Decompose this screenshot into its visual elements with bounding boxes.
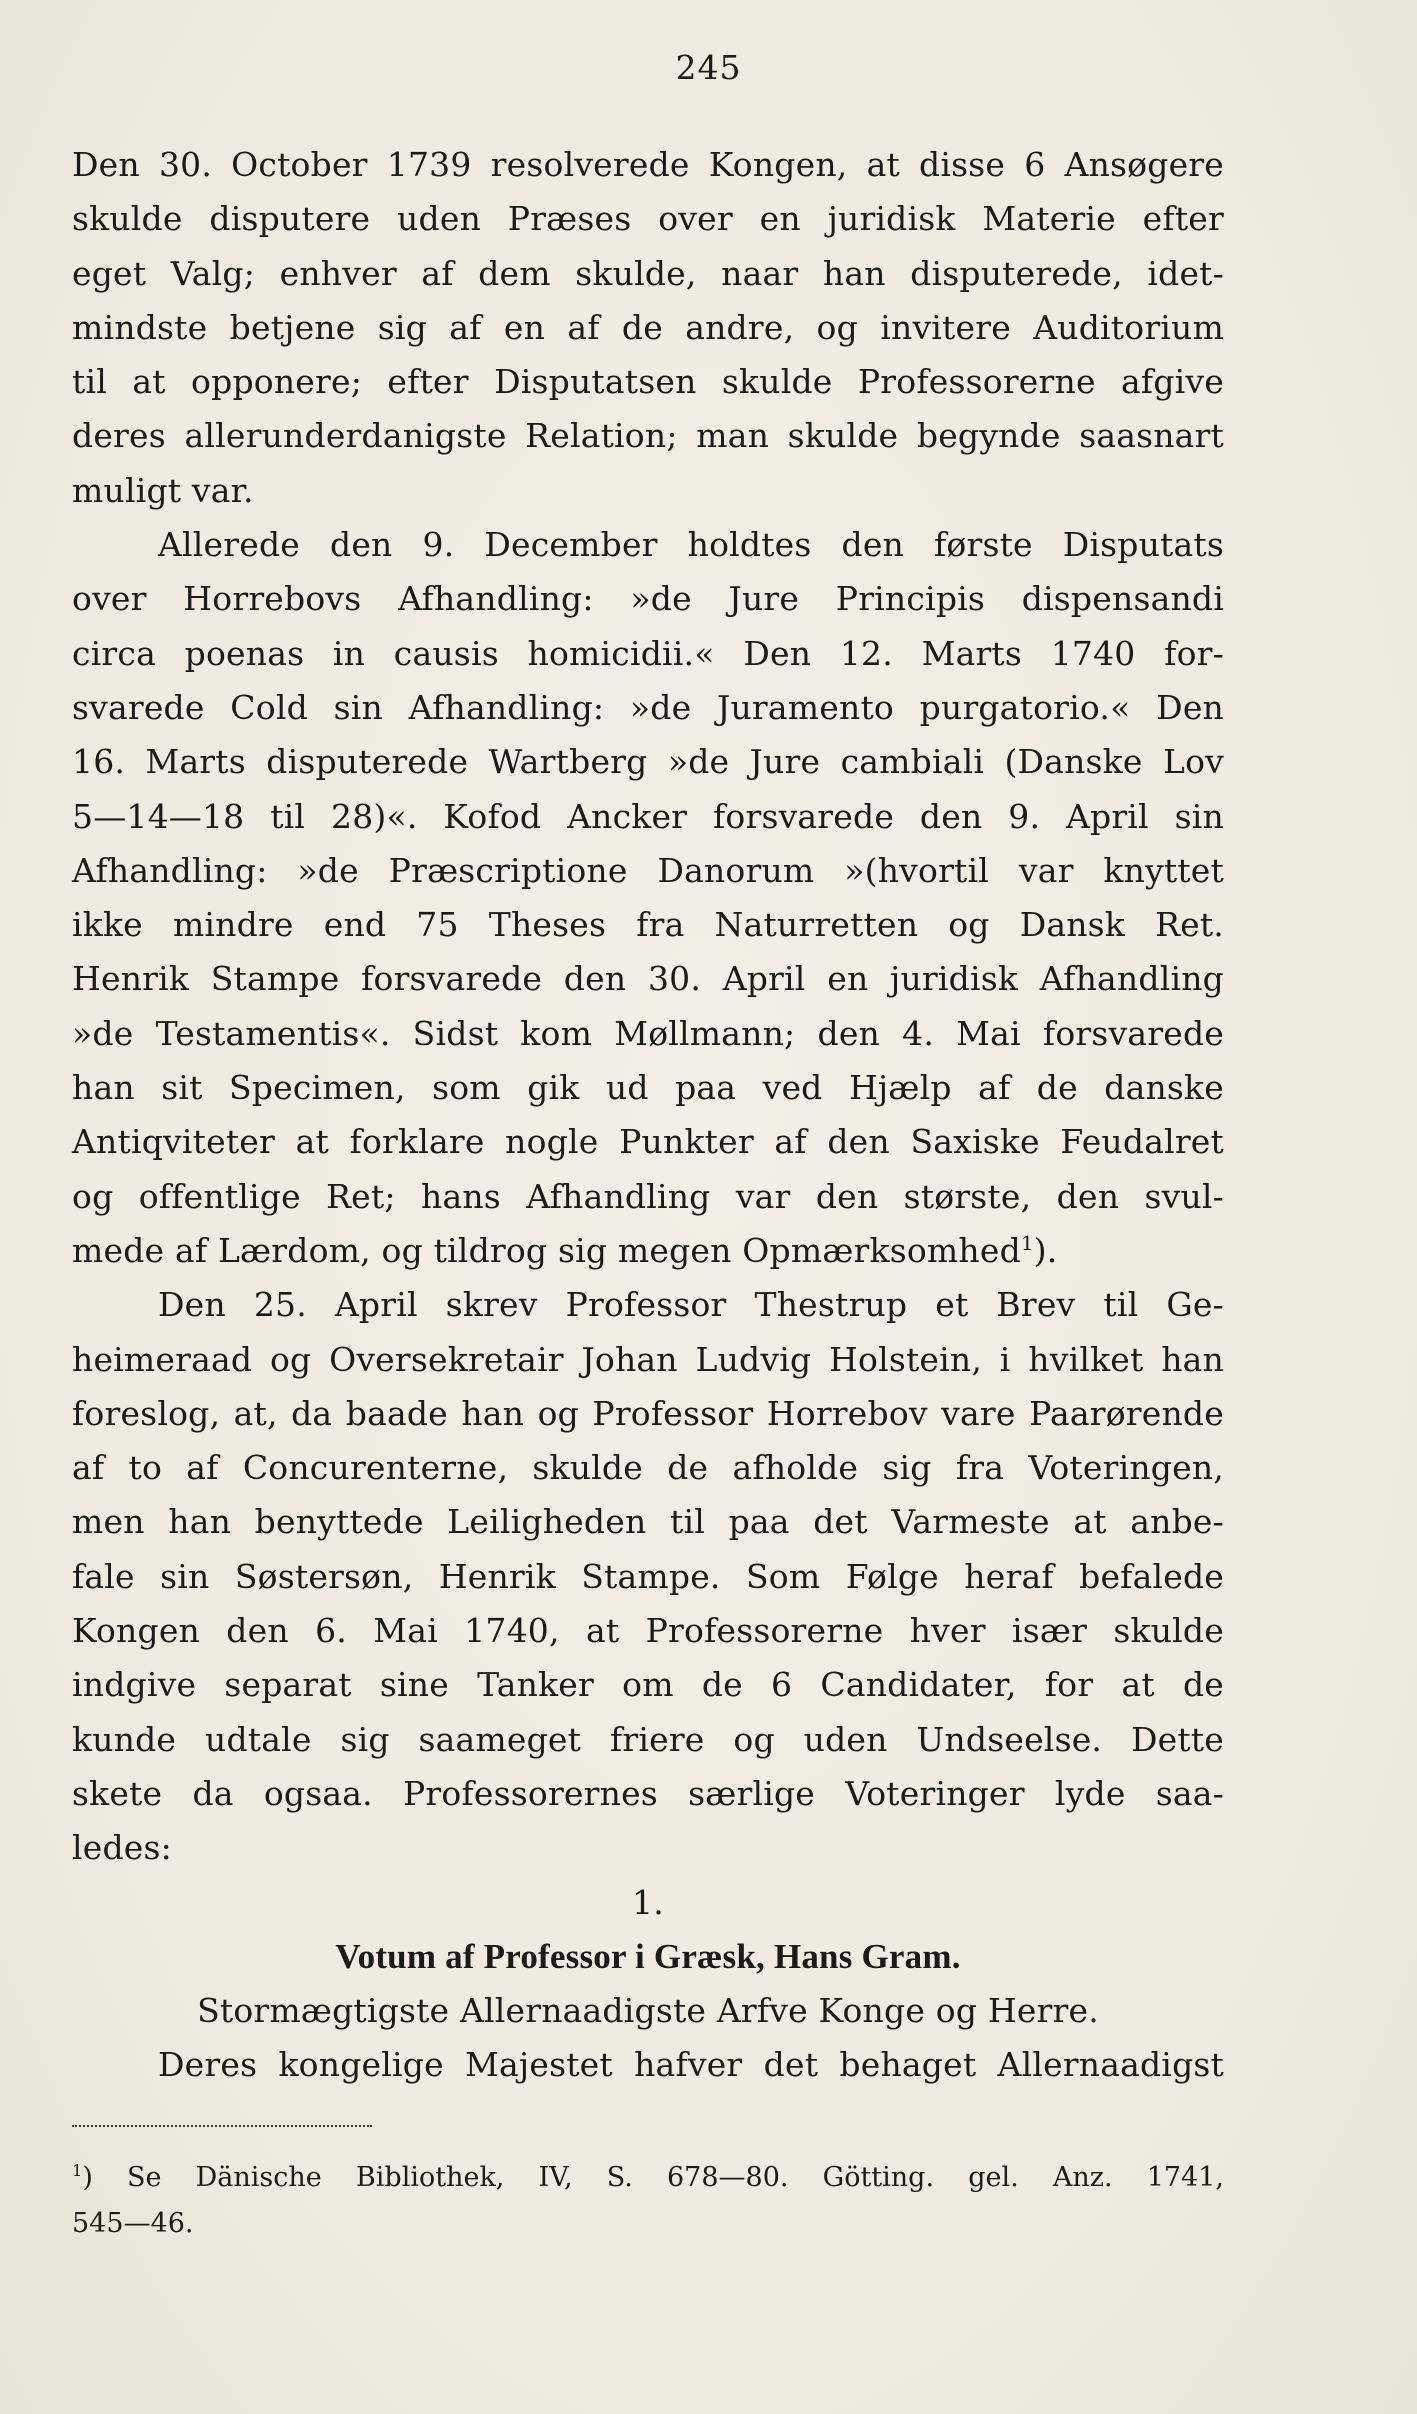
text-line: mindste betjene sig af en af de andre, og invitere Auditorium (72, 307, 1224, 347)
footnote-divider (72, 2125, 372, 2127)
letter-salutation: Stormægtigste Allernaadigste Arfve Konge og Herre. (197, 1991, 1099, 2031)
text-line: muligt var. (72, 470, 254, 510)
text-line: deres allerunderdanigste Relation; man skulde begynde saasnart (72, 416, 1224, 456)
text-line: Allerede den 9. December holdtes den første Disputats (158, 525, 1224, 565)
text-line (72, 1224, 1224, 1278)
text-line: ledes: (72, 1828, 172, 1868)
text-line: foreslog, at, da baade han og Professor Horrebov vare Paarørende (72, 1393, 1224, 1433)
text-line: heimeraad og Oversekretair Johan Ludvig Holstein, i hvilket han (72, 1339, 1224, 1379)
section-heading: Votum af Professor i Græsk, Hans Gram. (335, 1936, 961, 1976)
text-line: og offentlige Ret; hans Afhandling var den største, den svul- (72, 1176, 1224, 1216)
footnote-continuation: 545—46. (72, 2208, 194, 2239)
section-number: 1. (632, 1882, 664, 1922)
text-line: Afhandling: »de Præscriptione Danorum »(hvortil var knyttet (72, 850, 1224, 890)
text-line-content: mede af Lærdom, og tildrog sig megen Opmærksomhed (72, 1230, 1021, 1270)
footnote-text: Se Dänische Bibliothek, IV, S. 678—80. Götting. gel. Anz. 1741, (127, 2162, 1224, 2193)
text-line: circa poenas in causis homicidii.« Den 12. Marts 1740 for- (72, 633, 1224, 673)
footnote-marker-suffix: ) (82, 2162, 93, 2193)
text-line: af to af Concurenterne, skulde de afholde sig fra Voteringen, (72, 1448, 1224, 1488)
body-text (72, 138, 1224, 2093)
footnotes (72, 2155, 1224, 2247)
text-line: fale sin Søstersøn, Henrik Stampe. Som Følge heraf befalede (72, 1556, 1224, 1596)
footnote-marker: 1 (72, 2161, 83, 2180)
footnote (72, 2155, 1224, 2201)
footnote-reference-suffix: ). (1033, 1230, 1058, 1270)
text-line: 5—14—18 til 28)«. Kofod Ancker forsvarede den 9. April sin (72, 796, 1224, 836)
text-line: over Horrebovs Afhandling: »de Jure Principis dispensandi (72, 579, 1224, 619)
page-number: 245 (675, 48, 742, 87)
text-line: indgive separat sine Tanker om de 6 Candidater, for at de (72, 1665, 1224, 1705)
text-line: 16. Marts disputerede Wartberg »de Jure cambiali (Danske Lov (72, 742, 1224, 782)
text-line: skete da ogsaa. Professorernes særlige Voteringer lyde saa- (72, 1773, 1224, 1813)
text-line: men han benyttede Leiligheden til paa det Varmeste at anbe- (72, 1502, 1224, 1542)
text-line: Kongen den 6. Mai 1740, at Professorerne hver især skulde (72, 1611, 1224, 1651)
text-line: kunde udtale sig saameget friere og uden Undseelse. Dette (72, 1719, 1224, 1759)
text-line: ikke mindre end 75 Theses fra Naturretten og Dansk Ret. (72, 905, 1224, 945)
text-line: Den 30. October 1739 resolverede Kongen, at disse 6 Ansøgere (72, 145, 1224, 184)
text-line: han sit Specimen, som gik ud paa ved Hjælp af de danske (72, 1068, 1224, 1108)
text-line: Deres kongelige Majestet hafver det behaget Allernaadigst (158, 2045, 1224, 2085)
text-line: eget Valg; enhver af dem skulde, naar han disputerede, idet- (72, 253, 1224, 293)
text-line: svarede Cold sin Afhandling: »de Juramento purgatorio.« Den (72, 687, 1224, 727)
text-line: Den 25. April skrev Professor Thestrup et Brev til Ge- (158, 1285, 1224, 1325)
text-line: »de Testamentis«. Sidst kom Møllmann; den 4. Mai forsvarede (72, 1013, 1224, 1053)
footnote-reference: 1 (1020, 1231, 1034, 1255)
text-line: skulde disputere uden Præses over en juridisk Materie efter (72, 199, 1224, 239)
text-line: Antiqviteter at forklare nogle Punkter af den Saxiske Feudalret (72, 1122, 1224, 1162)
text-line: til at opponere; efter Disputatsen skulde Professorerne afgive (72, 362, 1224, 402)
text-line: Henrik Stampe forsvarede den 30. April en juridisk Afhandling (72, 959, 1224, 999)
